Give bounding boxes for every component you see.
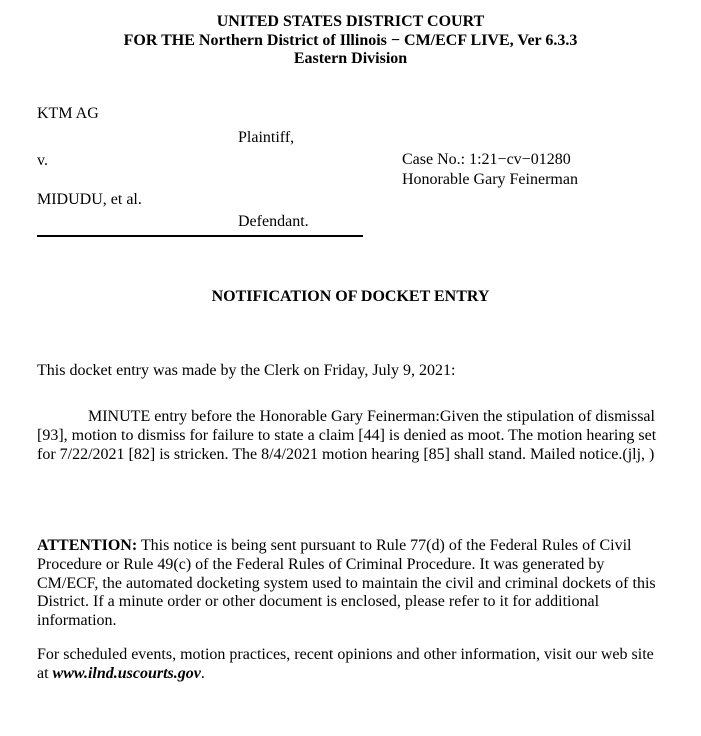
case-caption xyxy=(37,105,701,237)
case-info-block xyxy=(402,150,578,191)
defendant-role-label: Defendant. xyxy=(238,212,309,230)
case-number: Case No.: 1:21−cv−01280 xyxy=(402,150,571,168)
footer-paragraph xyxy=(37,646,669,683)
plaintiff-name: KTM AG xyxy=(37,104,99,122)
clerk-entry-line: This docket entry was made by the Clerk on Friday, July 9, 2021: xyxy=(37,361,456,379)
judge-name: Honorable Gary Feinerman xyxy=(402,171,578,188)
attention-paragraph xyxy=(37,537,669,631)
notice-title: NOTIFICATION OF DOCKET ENTRY xyxy=(211,287,490,305)
court-district-line: FOR THE Northern District of Illinois − CM/ECF LIVE, Ver 6.3.3 xyxy=(123,31,578,49)
minute-entry-paragraph: MINUTE entry before the Honorable Gary Feinerman:Given the stipulation of dismissal [93], motion to dismiss for failure to state a claim [44] is denied as moot. The motion hearing set for 7/22/2021 [82] is stricken. The 8/4/2021 motion hearing [85] shall stand. Mailed notice.(jlj, ) xyxy=(37,408,657,463)
footer-period: . xyxy=(200,664,205,682)
defendant-name: MIDUDU, et al. xyxy=(37,190,142,208)
footer-text: For scheduled events, motion practices, recent opinions and other information, visit our web site at xyxy=(37,645,654,682)
versus-label: v. xyxy=(37,151,48,169)
court-header xyxy=(0,0,701,69)
court-name: UNITED STATES DISTRICT COURT xyxy=(216,13,485,30)
caption-divider-line xyxy=(37,235,363,237)
attention-label: ATTENTION: xyxy=(37,537,138,555)
website-url: www.ilnd.uscourts.gov xyxy=(52,664,201,682)
attention-body: This notice is being sent pursuant to Rule 77(d) of the Federal Rules of Civil Procedure or Rule 49(c) of the Federal Rules of Criminal Procedure. It was generated by CM/ECF, the automated docketing system used to maintain the civil and criminal dockets of this District. If a minute order or other document is enclosed, please refer to it for additional information. xyxy=(37,537,656,630)
plaintiff-role-label: Plaintiff, xyxy=(238,128,295,146)
court-division: Eastern Division xyxy=(293,50,408,67)
